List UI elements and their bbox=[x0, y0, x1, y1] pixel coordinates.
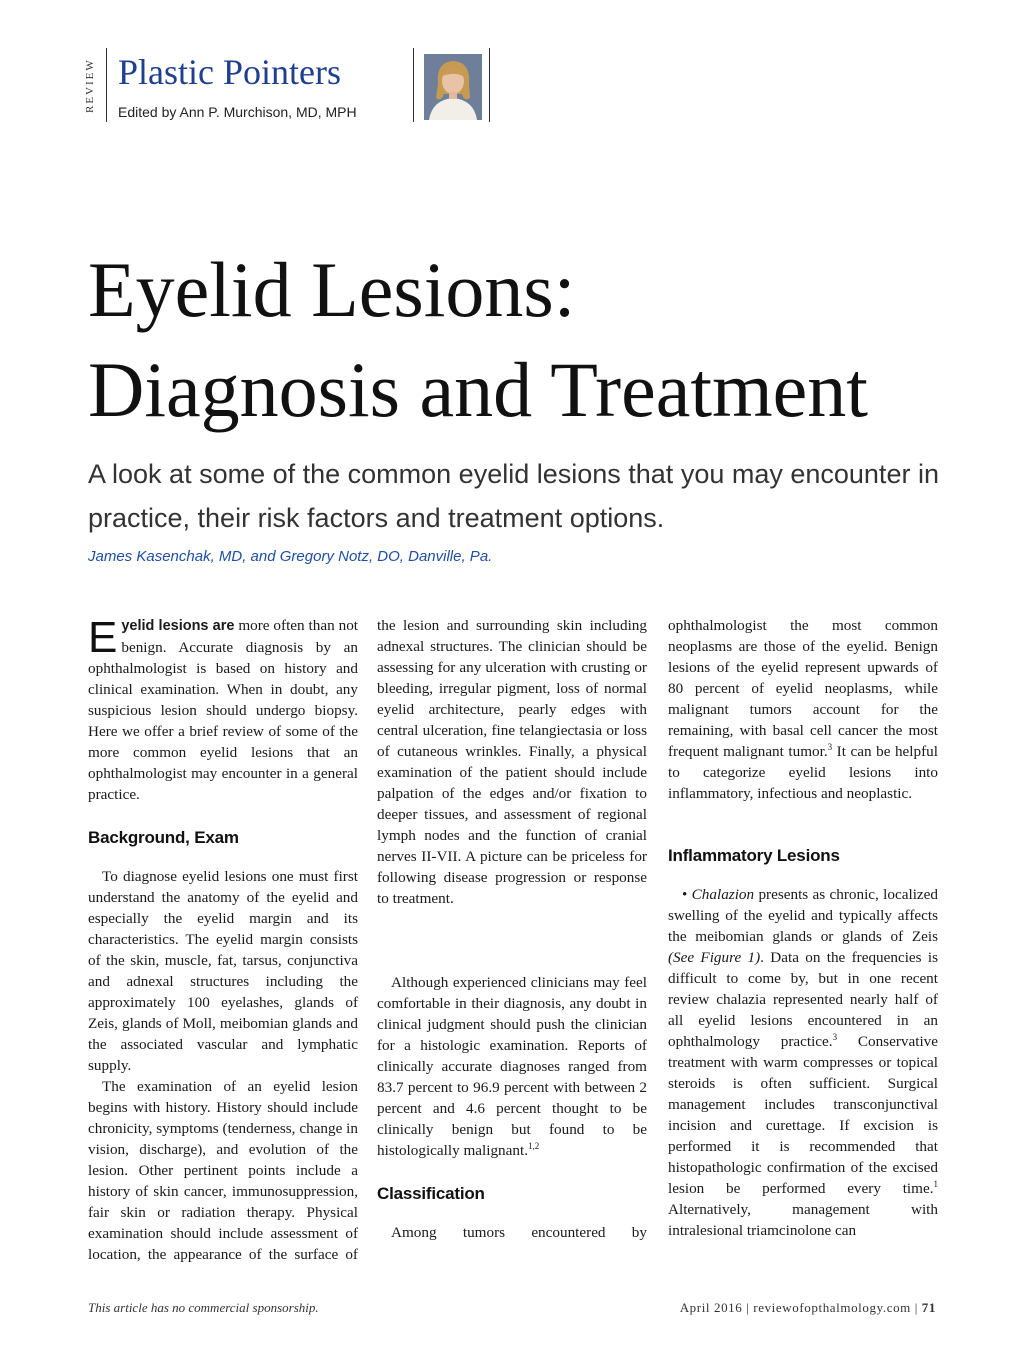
intro-text: more often than not benign. Accurate diagnosis by an ophthalmologist is based on history and clinical examination. When in doubt, any suspicious lesion should undergo biopsy. Here we offer a brief review of some of the more common eyelid lesions that an ophthalmologist may encounter in a general practice. bbox=[88, 617, 359, 803]
article-title-line-1: Eyelid Lesions: bbox=[88, 246, 576, 333]
paragraph-chalazion: • Chalazion presents as chronic, localized swelling of the eyelid and typically affects the meibomian glands or glands of Zeis (See Figure 1). Data on the frequencies is difficult to come by, but in one recent review chalazia represented nearly half of all eyelid lesions encountered in an ophthalmology practice.$^3$ Conservative treatment with warm compresses or topical steroids is often sufficient. Surgical management includes transconjunctival incision and curettage. If excision is performed it is recommended that histopathologic confirmation of the excised lesion be performed every time.$^1$ Alternatively, management with intralesional triamcinolone can bbox=[668, 886, 939, 1239]
citation-3: 3 bbox=[827, 741, 833, 752]
header-divider-mid bbox=[413, 48, 414, 122]
editor-photo bbox=[424, 54, 482, 120]
footer-sponsorship: This article has no commercial sponsorship. bbox=[88, 1300, 319, 1315]
header-divider-left bbox=[106, 48, 107, 122]
figure-reference[interactable]: (See Figure 1) bbox=[668, 949, 761, 966]
header-divider-right bbox=[489, 48, 490, 122]
citation-1-2: 1,2 bbox=[528, 1140, 540, 1151]
section-label-vertical: REVIEW bbox=[84, 58, 96, 114]
heading-classification: Classification bbox=[377, 1184, 485, 1203]
heading-background-exam: Background, Exam bbox=[88, 828, 239, 847]
column-3 bbox=[668, 615, 938, 1241]
paragraph-classification-cont: ophthalmologist the most common neoplasms are those of the eyelid. Benign lesions of the eyelid represent upwards of 80 percent of eyelid neoplasms, while malignant tumors account for the remaining, with basal cell cancer the most frequent malignant tumor.$^3$ It can be helpful to categorize eyelid lesions into inflammatory, infectious and neoplastic. bbox=[668, 617, 938, 802]
article-byline: James Kasenchak, MD, and Gregory Notz, DO, Danville, Pa. bbox=[88, 548, 493, 565]
lead-in: yelid lesions are bbox=[121, 618, 235, 634]
article-title-line-2: Diagnosis and Treatment bbox=[88, 346, 868, 433]
article-subtitle: A look at some of the common eyelid lesions that you may encounter in practice, their risk factors and treatment options. bbox=[88, 459, 939, 533]
dropcap: E bbox=[88, 613, 118, 662]
heading-inflammatory-lesions: Inflammatory Lesions bbox=[668, 846, 840, 865]
article-title bbox=[88, 240, 948, 440]
paragraph-examination: The examination of an eyelid lesion begins with history. History should include chronicity, symptoms (tenderness, change in vision, discharge), and evolution of the lesion. Other pertinent points include a history of skin cancer, immunosuppression, fair skin or radiation therapy. Physical examination should include assessment of location, the appearance of the surface of bbox=[88, 1078, 358, 1263]
term-chalazion: Chalazion bbox=[691, 886, 755, 903]
paragraph-examination-cont: the lesion and surrounding skin including adnexal structures. The clinician should be assessing for any ulceration with crusting or bleeding, irregular pigment, loss of normal eyelid architecture, pearly edges with central ulceration, fine telangiectasia or loss of cutaneous wrinkles. Finally, a physical examination of the patient should include palpation of the edges and/or fixation to deeper tissues, and assessment of regional lymph nodes and the function of cranial nerves II-VII. A picture can be priceless for following disease progression or response to treatment. bbox=[377, 617, 647, 907]
department-title: Plastic Pointers bbox=[118, 52, 341, 92]
column-1 bbox=[88, 615, 358, 1265]
department-editor: Edited by Ann P. Murchison, MD, MPH bbox=[118, 104, 357, 120]
footer-issue-info: April 2016 | reviewofopthalmology.com | 71 bbox=[679, 1300, 936, 1315]
paragraph-anatomy: To diagnose eyelid lesions one must first understand the anatomy of the eyelid and especially the eyelid margin and its characteristics. The eyelid margin consists of the skin, muscle, fat, tarsus, conjunctiva and adnexal structures including the approximately 100 eyelashes, glands of Zeis, glands of Moll, meibomian glands and the associated vascular and lymphatic supply. bbox=[88, 868, 358, 1074]
column-2 bbox=[377, 615, 647, 1243]
paragraph-classification: Among tumors encountered by bbox=[391, 1224, 647, 1241]
page-number: 71 bbox=[921, 1300, 936, 1315]
paragraph-intro bbox=[88, 615, 358, 805]
paragraph-histology: Although experienced clinicians may feel comfortable in their diagnosis, any doubt in clinical judgment should push the clinician for a histologic examination. Reports of clinically accurate diagnoses ranged from 83.7 percent to 96.9 percent with between 2 percent and 4.6 percent thought to be clinically benign but found to be histologically malignant.$^{1,2}$ bbox=[377, 974, 647, 1159]
